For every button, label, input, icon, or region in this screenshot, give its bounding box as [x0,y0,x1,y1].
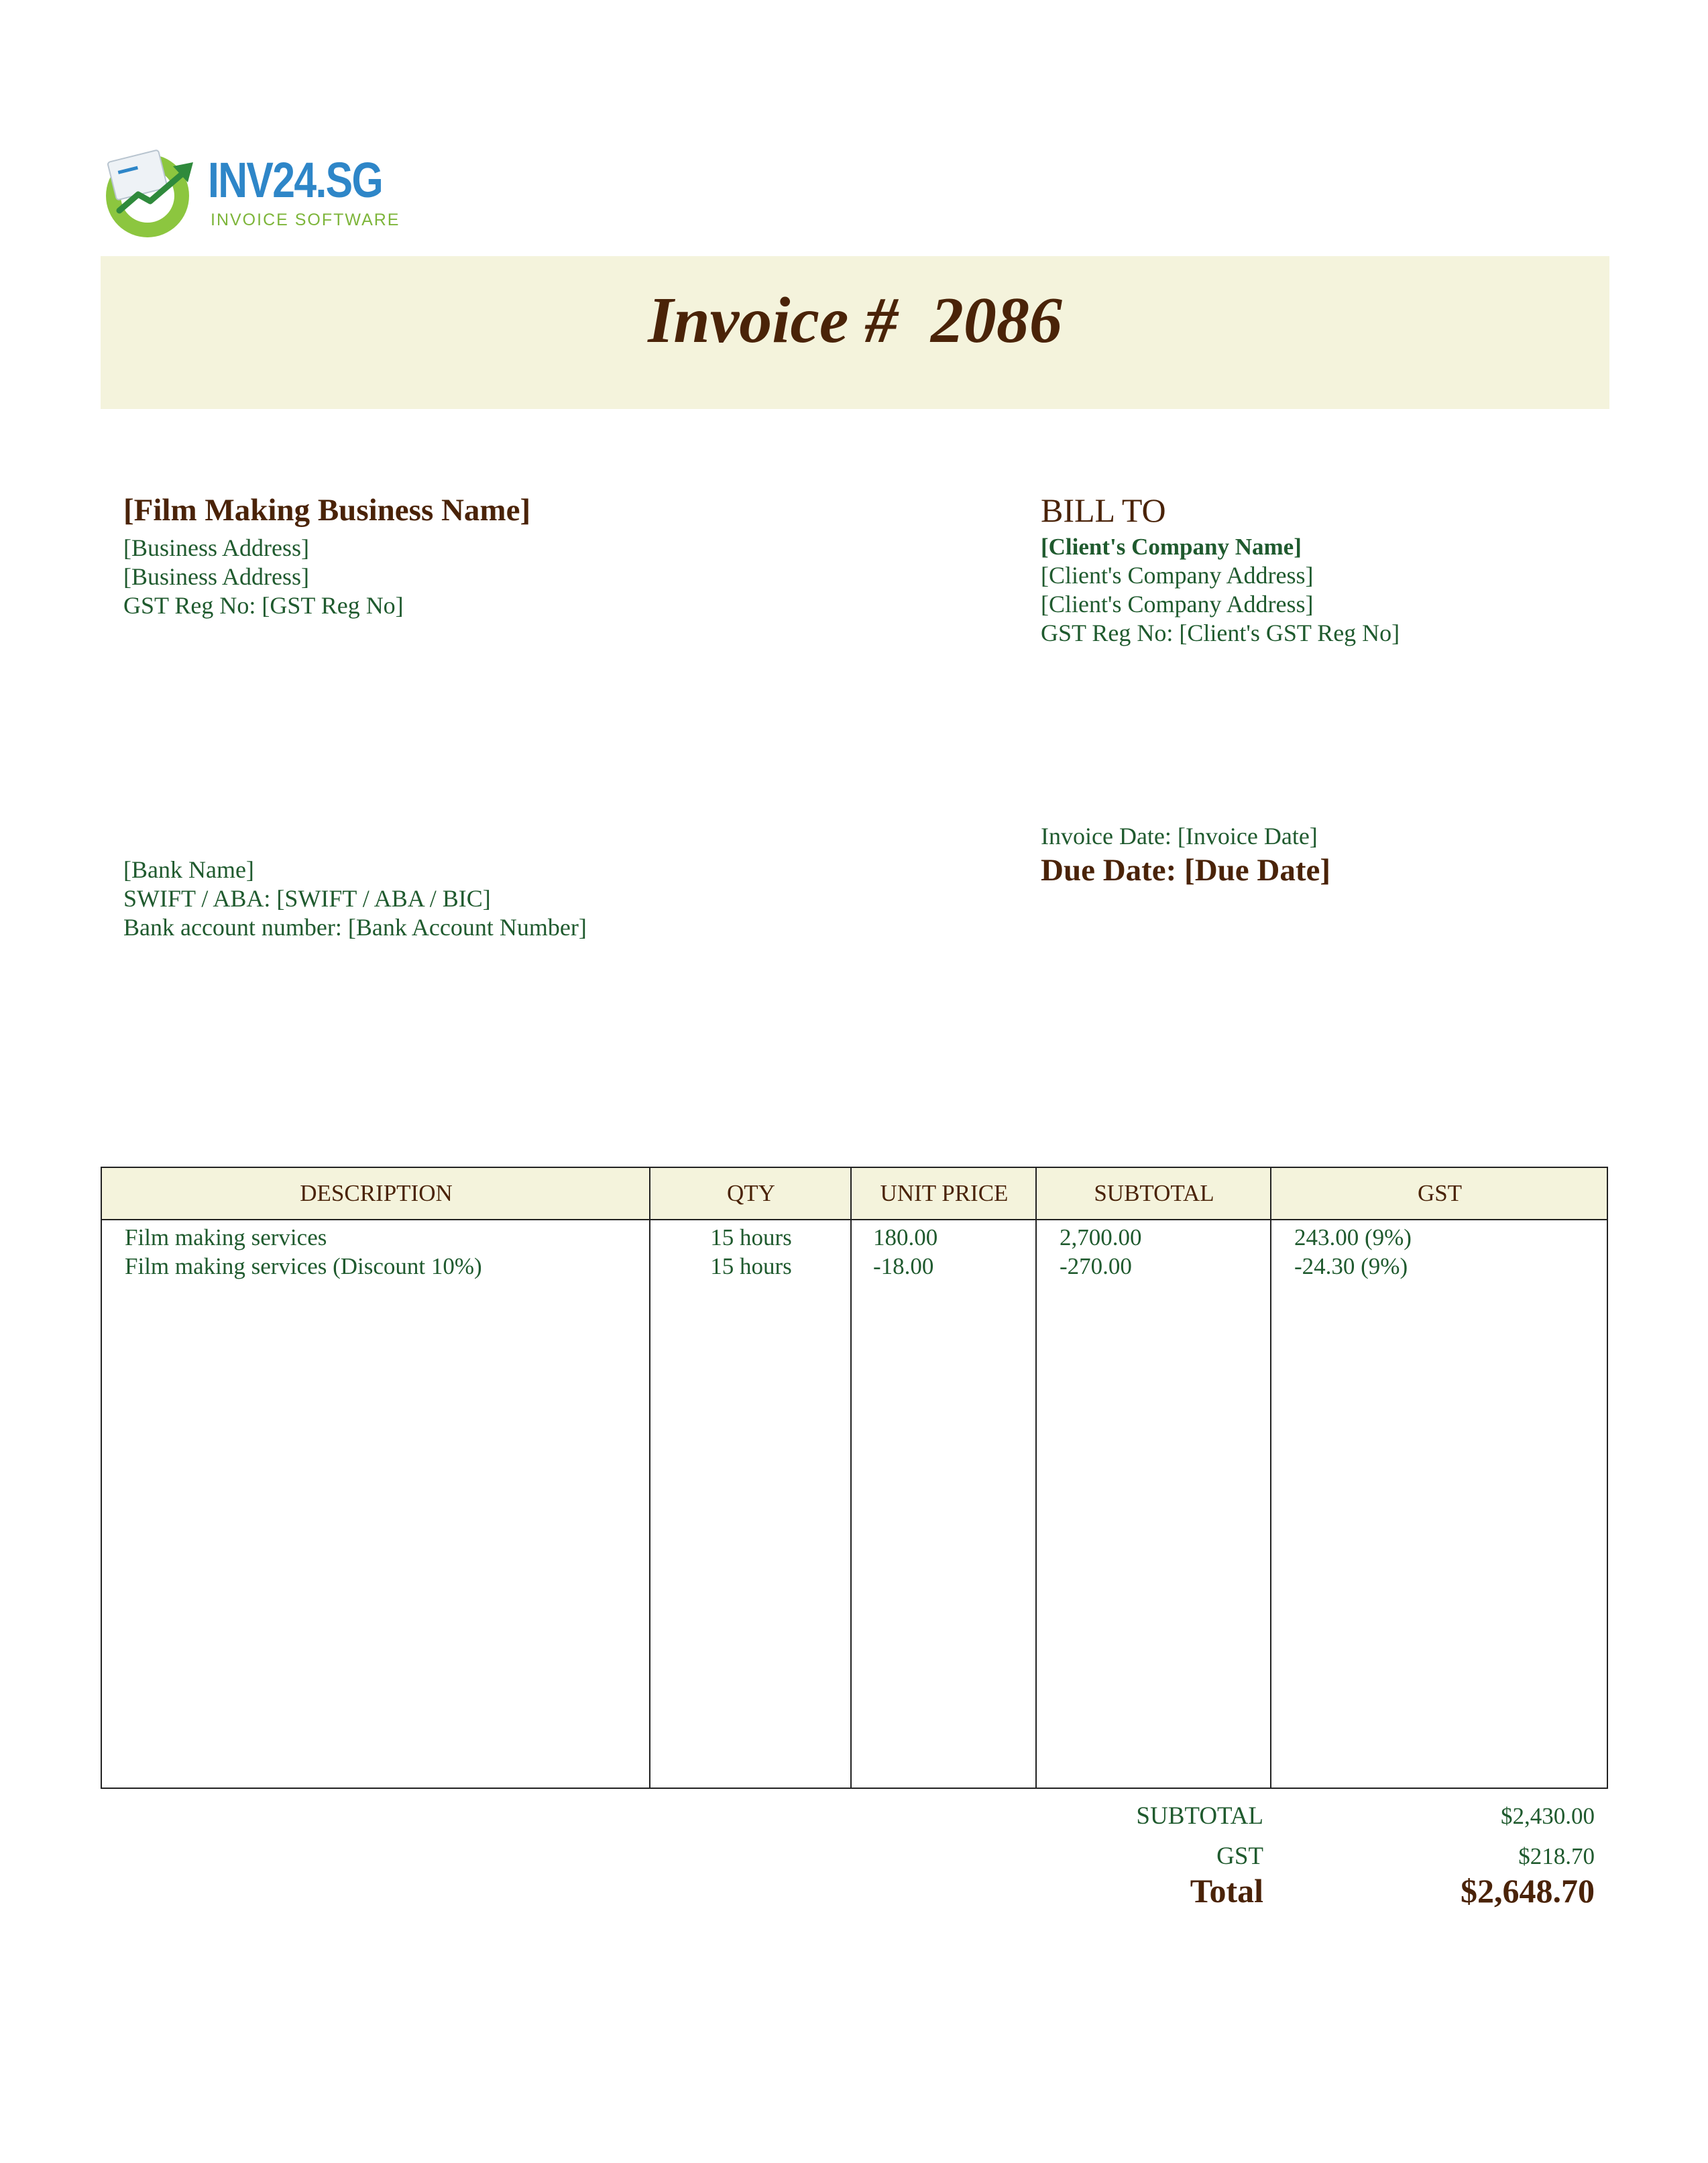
row-gst: 243.00 (9%) [1294,1224,1412,1250]
company-logo [101,146,402,240]
header-qty: QTY [727,1180,775,1206]
column-divider [1270,1168,1271,1788]
client-address-line-1: [Client's Company Address] [1041,562,1314,589]
due-date: Due Date: [Due Date] [1041,853,1330,888]
seller-name: [Film Making Business Name] [123,493,531,528]
bank-name: [Bank Name] [123,856,254,883]
totals-subtotal-value: $2,430.00 [1501,1803,1595,1829]
client-address-line-2: [Client's Company Address] [1041,591,1314,618]
header-gst: GST [1417,1180,1463,1206]
row-subtotal: -270.00 [1060,1253,1132,1279]
totals-total-label: Total [1190,1872,1263,1910]
title-band [101,256,1609,409]
column-divider [1035,1168,1037,1788]
client-gst-reg: GST Reg No: [Client's GST Reg No] [1041,620,1400,646]
seller-address-line-2: [Business Address] [123,563,309,590]
seller-block [123,491,530,620]
row-unit-price: 180.00 [873,1224,938,1250]
totals-total-value: $2,648.70 [1461,1872,1595,1910]
row-subtotal: 2,700.00 [1060,1224,1142,1250]
dates-block [1041,822,1330,890]
table-header-row [102,1168,1607,1220]
items-table [101,1167,1608,1789]
bank-swift: SWIFT / ABA: [SWIFT / ABA / BIC] [123,885,491,912]
bill-to-block [1041,491,1400,648]
row-qty: 15 hours [710,1253,792,1279]
logo-icon [101,146,201,240]
seller-address-line-1: [Business Address] [123,534,309,561]
row-description: Film making services (Discount 10%) [125,1253,482,1279]
bank-block [123,856,587,942]
logo-brand-text: INV24.SG [208,152,383,208]
header-description: DESCRIPTION [300,1180,453,1206]
row-description: Film making services [125,1224,327,1250]
row-unit-price: -18.00 [873,1253,934,1279]
client-company-name: [Client's Company Name] [1041,534,1302,560]
logo-tagline: INVOICE SOFTWARE [211,211,400,229]
totals-gst-value: $218.70 [1518,1843,1595,1869]
row-gst: -24.30 (9%) [1294,1253,1408,1279]
header-subtotal: SUBTOTAL [1094,1180,1214,1206]
bank-account-number: Bank account number: [Bank Account Number] [123,914,587,941]
header-unit-price: UNIT PRICE [880,1180,1009,1206]
seller-gst-reg: GST Reg No: [GST Reg No] [123,592,404,619]
bill-to-heading: BILL TO [1041,491,1166,529]
row-qty: 15 hours [710,1224,792,1250]
invoice-date: Invoice Date: [Invoice Date] [1041,823,1318,850]
totals-subtotal-label: SUBTOTAL [1136,1802,1263,1830]
totals-gst-label: GST [1216,1843,1263,1870]
invoice-title: Invoice # 2086 [648,284,1062,357]
